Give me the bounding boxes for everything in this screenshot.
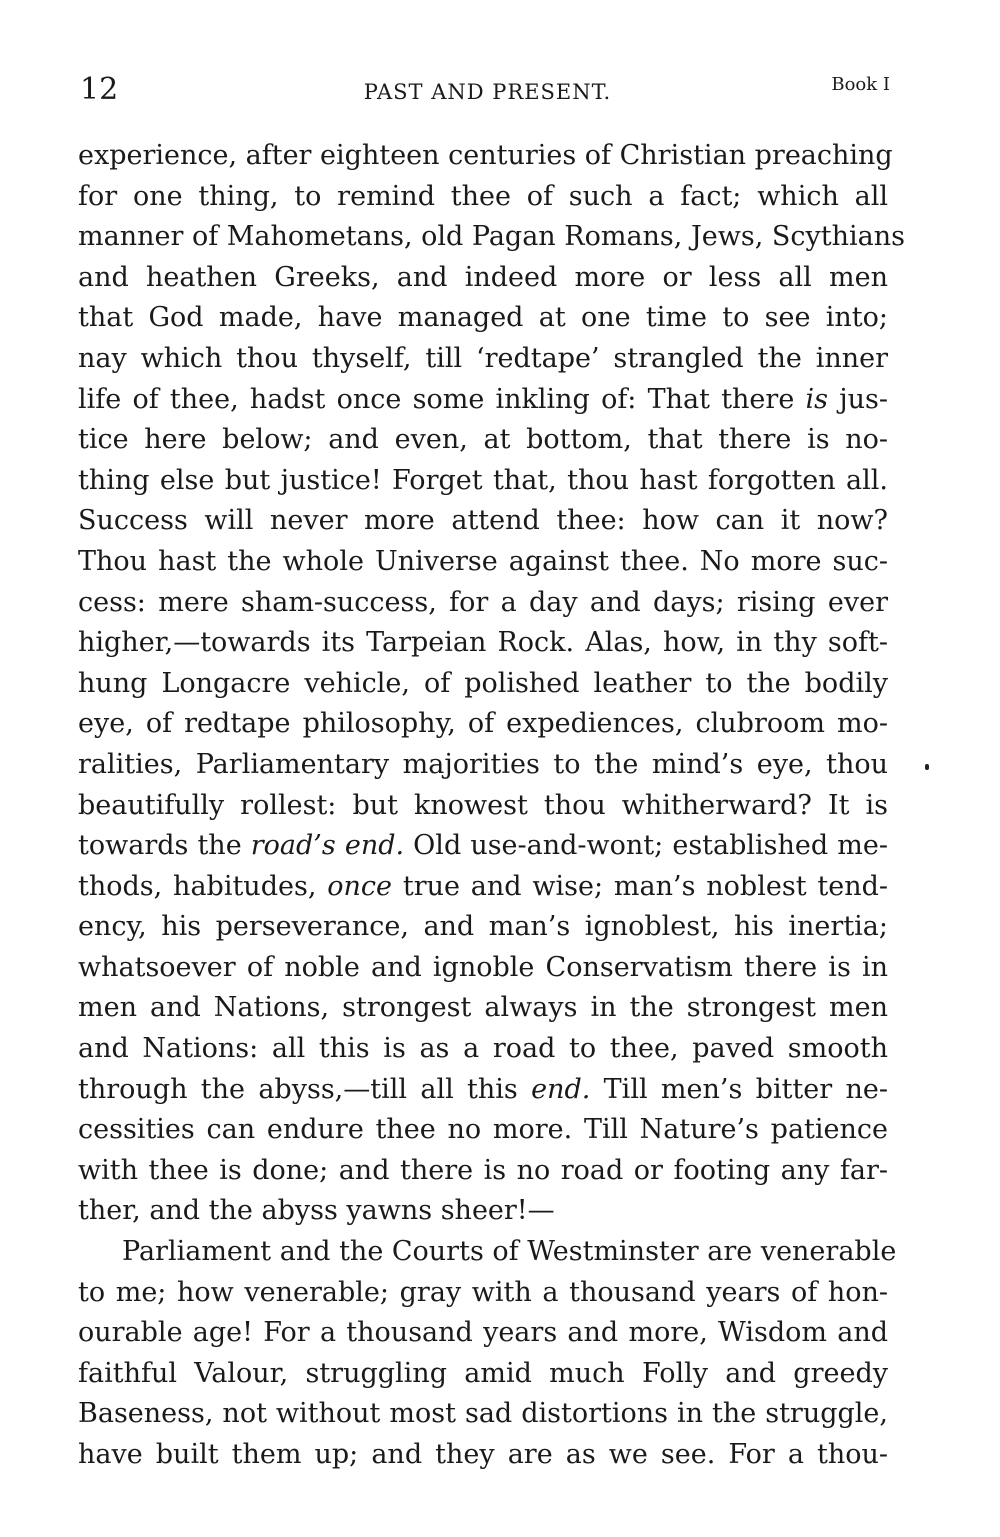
text-segment: Success will never more attend thee: how can it now?: [78, 505, 888, 537]
text-segment: whatsoever of noble and ignoble Conservatism there is in: [78, 951, 888, 983]
text-segment: to me; how venerable; gray with a thousand years of hon-: [78, 1276, 888, 1308]
text-line: [78, 258, 888, 299]
text-segment: faithful Valour, struggling amid much Folly and greedy: [78, 1357, 888, 1389]
text-segment: beautifully rollest: but knowest thou whitherward? It is: [78, 789, 888, 821]
text-line: [78, 664, 888, 705]
text-segment: manner of Mahometans, old Pagan Romans, Jews, Scythians: [78, 221, 905, 253]
text-segment: with thee is done; and there is no road or footing any far-: [78, 1154, 888, 1186]
text-segment: jus-: [828, 383, 888, 415]
text-segment: experience, after eighteen centuries of Christian preaching: [78, 140, 893, 171]
text-segment: Baseness, not without most sad distortions in the struggle,: [78, 1398, 888, 1430]
text-line: [78, 1232, 897, 1273]
text-segment: nay which thou thyself, till ‘redtape’ strangled the inner: [78, 342, 888, 374]
text-line: [78, 501, 888, 542]
ink-speck: [925, 764, 929, 770]
text-segment: higher,—towards its Tarpeian Rock. Alas, how, in thy soft-: [78, 627, 888, 659]
text-segment: for one thing, to remind thee of such a fact; which all: [78, 180, 888, 212]
text-line: [78, 177, 888, 218]
text-segment: ther, and the abyss yawns sheer!—: [78, 1195, 555, 1227]
text-line: [78, 298, 888, 339]
text-line: [78, 623, 888, 664]
text-segment: Old use-and-wont; established me-: [404, 830, 888, 862]
text-line: [78, 1394, 888, 1435]
page-number: 12: [80, 72, 119, 107]
text-segment: eye, of redtape philosophy, of expediences, clubroom mo-: [78, 708, 888, 740]
text-line: [78, 907, 888, 948]
text-line: [78, 1354, 888, 1395]
text-line: [78, 1273, 888, 1314]
text-segment: life of thee, hadst once some inkling of: That there: [78, 383, 806, 415]
text-segment: Parliament and the Courts of Westminster are venerable: [122, 1236, 897, 1268]
text-segment: have built them up; and they are as we see. For a thou-: [78, 1439, 888, 1470]
italic-text: is: [805, 383, 829, 415]
paragraph: [78, 136, 905, 1232]
text-segment: tice here below; and even, at bottom, that there is no-: [78, 424, 888, 456]
paragraph: [78, 1232, 897, 1476]
text-line: [78, 1435, 888, 1476]
text-line: [78, 461, 888, 502]
text-line: [78, 786, 888, 827]
text-segment: cess: mere sham-success, for a day and days; rising ever: [78, 586, 888, 618]
italic-text: road’s end.: [250, 830, 405, 862]
text-segment: ralities, Parliamentary majorities to the mind’s eye, thou: [78, 748, 888, 780]
text-line: [78, 988, 888, 1029]
text-line: [78, 542, 888, 583]
text-line: [78, 217, 905, 258]
text-segment: men and Nations, strongest always in the strongest men: [78, 992, 888, 1024]
section-label: Book I: [831, 74, 890, 95]
text-segment: thing else but justice! Forget that, thou hast forgotten all.: [78, 464, 888, 496]
text-segment: hung Longacre vehicle, of polished leather to the bodily: [78, 667, 888, 699]
text-line: [78, 339, 888, 380]
text-segment: ourable age! For a thousand years and more, Wisdom and: [78, 1317, 888, 1349]
text-line: [78, 1151, 888, 1192]
text-line: [78, 583, 888, 624]
text-segment: Till men’s bitter ne-: [590, 1073, 888, 1105]
text-segment: ency, his perseverance, and man’s ignoblest, his inertia;: [78, 911, 888, 943]
running-title: PAST AND PRESENT.: [363, 80, 612, 104]
italic-text: once: [327, 870, 392, 902]
text-line: [78, 420, 888, 461]
page-body: [78, 136, 905, 1476]
page-header: [0, 72, 1000, 112]
text-line: [78, 704, 888, 745]
text-line: [78, 136, 893, 177]
text-line: [78, 380, 888, 421]
text-line: [78, 867, 888, 908]
text-segment: towards the: [78, 830, 251, 862]
text-segment: and heathen Greeks, and indeed more or less all men: [78, 261, 888, 293]
text-segment: Thou hast the whole Universe against thee. No more suc-: [78, 545, 888, 577]
text-line: [78, 1029, 888, 1070]
text-segment: cessities can endure thee no more. Till Nature’s patience: [78, 1114, 888, 1146]
text-segment: through the abyss,—till all this: [78, 1073, 532, 1105]
text-segment: that God made, have managed at one time to see into;: [78, 302, 888, 334]
text-line: [78, 948, 888, 989]
text-line: [78, 1110, 888, 1151]
text-segment: and Nations: all this is as a road to thee, paved smooth: [78, 1033, 888, 1065]
text-segment: true and wise; man’s noblest tend-: [392, 870, 889, 902]
text-line: [78, 1070, 888, 1111]
italic-text: end.: [531, 1073, 591, 1105]
text-line: [78, 1313, 888, 1354]
text-line: [78, 826, 888, 867]
text-line: [78, 1191, 888, 1232]
text-line: [78, 745, 888, 786]
text-segment: thods, habitudes,: [78, 870, 328, 902]
